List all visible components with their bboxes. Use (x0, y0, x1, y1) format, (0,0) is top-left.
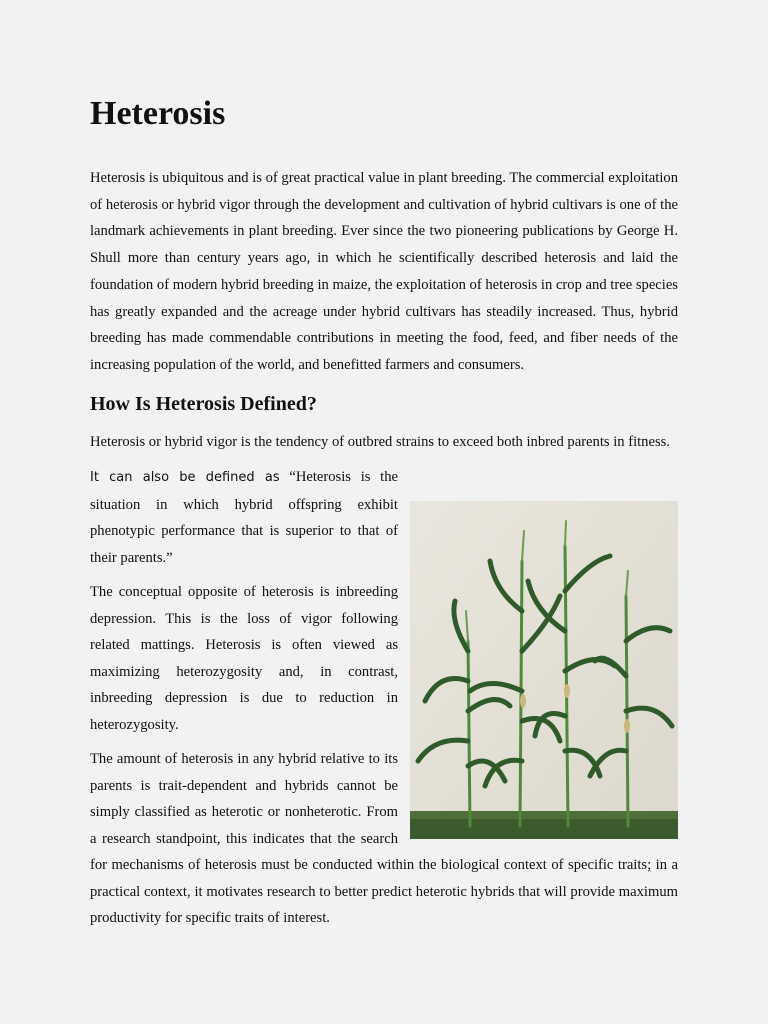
definition-lead: It can also be defined as (90, 470, 280, 485)
maize-plants-photo (410, 501, 678, 839)
page-title: Heterosis (90, 95, 226, 132)
heterosis-amount-paragraph: The amount of heterosis in any hybrid relative to its parents is trait-dependent and hybrids cannot be simply classified as heterotic or nonheterotic. From a research standpoint, this indicates that the search for mechanisms of heterosis must be conducted within the biological context of specific traits; in a practical context, it motivates research to better predict heterotic hybrids that will provide maximum productivity for specific traits of interest. (90, 751, 678, 926)
section-heading: How Is Heterosis Defined? (90, 393, 317, 415)
intro-paragraph: Heterosis is ubiquitous and is of great practical value in plant breeding. The commercial exploitation of heterosis or hybrid vigor through the development and cultivation of hybrid cultivars is one of the landmark achievements in plant breeding. Ever since the two pioneering publications by George H. Shull more than century years ago, in which he scientifically described heterosis and laid the foundation of modern hybrid breeding in maize, the exploitation of heterosis in crop and tree species has greatly expanded and the acreage under hybrid cultivars has steadily increased. Thus, hybrid breeding has made commendable contributions in meeting the food, feed, and fiber needs of the increasing population of the world, and benefitted farmers and consumers. (90, 170, 678, 373)
inbreeding-paragraph: The conceptual opposite of heterosis is inbreeding depression. This is the loss of vigor following related mattings. Heterosis is often viewed as maximizing heterozygosity and, in contrast, inbreeding depression is due to reduction in heterozygosity. (90, 584, 398, 733)
definition-paragraph: Heterosis or hybrid vigor is the tendency of outbred strains to exceed both inbred parents in fitness. (90, 434, 670, 450)
definition-quote: “Heterosis is the situation in which hybrid offspring exhibit phenotypic performance that is superior to that of their parents.” (90, 469, 398, 566)
figure-text-block (90, 464, 678, 940)
